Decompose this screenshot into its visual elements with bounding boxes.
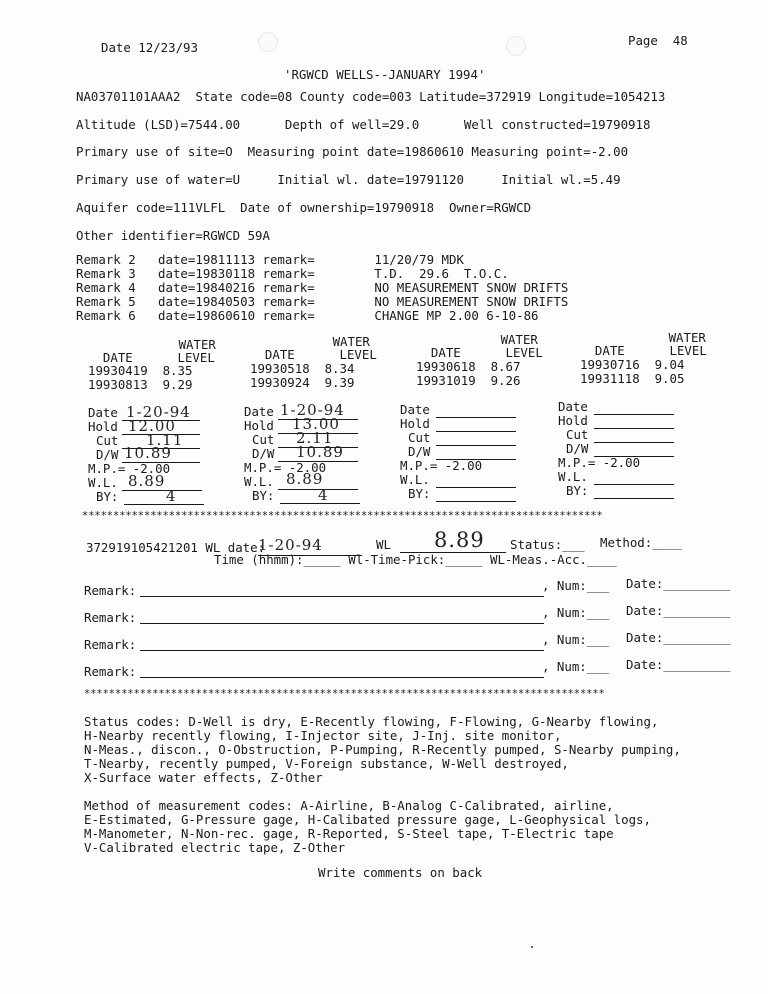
remark-field-line[interactable]: [140, 677, 544, 678]
measurement-by-label: BY:: [566, 483, 589, 498]
table-cell: 19931118 9.05: [580, 371, 685, 386]
handwritten-hold[interactable]: 13.00: [292, 415, 340, 433]
remark-num-field[interactable]: , Num:___: [542, 605, 610, 620]
method-codes-text: V-Calibrated electric tape, Z-Other: [84, 840, 346, 855]
remark-field-line[interactable]: [140, 650, 544, 651]
remark-label: Remark:: [84, 610, 137, 625]
remark-label: Remark:: [84, 664, 137, 679]
column-header-date-level: DATE LEVEL: [580, 343, 707, 358]
info-line-water-use: Primary use of water=U Initial wl. date=19791120 Initial wl.=5.49: [76, 172, 621, 187]
remark-label: Remark:: [84, 583, 137, 598]
handwritten-wl-date[interactable]: 1-20-94: [258, 536, 323, 554]
wl-field-line: [122, 490, 202, 491]
measurement-mp-label: M.P.= -2.00: [558, 455, 641, 470]
measurement-mp-label: M.P.= -2.00: [400, 458, 483, 473]
site-wl-date-label: 372919105421201 WL date:: [86, 540, 266, 555]
measurement-mp-label: M.P.= -2.00: [88, 461, 171, 476]
measurement-mp-label: M.P.= -2.00: [244, 460, 327, 475]
handwritten-date[interactable]: 1-20-94: [280, 401, 345, 419]
measurement-dw-label: D/W: [408, 444, 431, 459]
remark-entry: Remark 2 date=19811113 remark= 11/20/79 MDK: [76, 252, 464, 267]
measurement-dw-label: D/W: [96, 447, 119, 462]
measurement-cut-label: Cut: [252, 432, 275, 447]
remark-num-field[interactable]: , Num:___: [542, 659, 610, 674]
column-header-water: WATER: [104, 337, 216, 352]
remark-label: Remark:: [84, 637, 137, 652]
column-header-date-level: DATE LEVEL: [88, 350, 215, 365]
measurement-wl-label: W.L.: [558, 469, 588, 484]
status-codes-text: T-Nearby, recently pumped, V-Foreign substance, W-Well destroyed,: [84, 756, 569, 771]
status-field[interactable]: Status:___: [510, 537, 585, 552]
info-line-aquifer: Aquifer code=111VLFL Date of ownership=19790918 Owner=RGWCD: [76, 200, 532, 215]
footer-note: Write comments on back: [318, 865, 483, 880]
remark-num-field[interactable]: , Num:___: [542, 632, 610, 647]
remark-entry: Remark 5 date=19840503 remark= NO MEASUREMENT SNOW DRIFTS: [76, 294, 569, 309]
table-cell: 19930813 9.29: [88, 377, 193, 392]
measurement-dw-label: D/W: [566, 441, 589, 456]
wl-field-line[interactable]: [436, 487, 516, 488]
remark-date-field[interactable]: Date:_________: [626, 603, 731, 618]
measurement-by-label: BY:: [408, 486, 431, 501]
measurement-date-label: Date: [88, 405, 118, 420]
method-codes-text: M-Manometer, N-Non-rec. gage, R-Reported, S-Steel tape, T-Electric tape: [84, 826, 614, 841]
remark-date-field[interactable]: Date:_________: [626, 630, 731, 645]
punch-hole-right: [506, 36, 526, 56]
wl-field-line[interactable]: [594, 484, 674, 485]
stray-mark: [531, 946, 533, 948]
hold-field-line[interactable]: [594, 428, 674, 429]
remark-date-field[interactable]: Date:_________: [626, 576, 731, 591]
status-codes-text: N-Meas., discon., O-Obstruction, P-Pumping, R-Recently pumped, S-Nearby pumping,: [84, 742, 681, 757]
handwritten-wl[interactable]: 8.89: [128, 472, 166, 490]
measurement-wl-label: W.L.: [88, 475, 118, 490]
by-field-line: [124, 504, 204, 505]
date-field-line[interactable]: [594, 414, 674, 415]
measurement-by-label: BY:: [96, 489, 119, 504]
table-cell: 19930518 8.34: [250, 361, 355, 376]
measurement-hold-label: Hold: [558, 413, 588, 428]
remark-entry: Remark 3 date=19830118 remark= T.D. 29.6 T.O.C.: [76, 266, 509, 281]
measurement-cut-label: Cut: [96, 433, 119, 448]
measurement-dw-label: D/W: [252, 446, 275, 461]
table-cell: 19930924 9.39: [250, 375, 355, 390]
cut-field-line[interactable]: [594, 442, 674, 443]
measurement-wl-label: W.L.: [244, 474, 274, 489]
info-line-altitude: Altitude (LSD)=7544.00 Depth of well=29.0 Well constructed=19790918: [76, 117, 651, 132]
handwritten-initials[interactable]: 4: [166, 487, 177, 505]
remark-entry: Remark 6 date=19860610 remark= CHANGE MP 2.00 6-10-86: [76, 308, 539, 323]
measurement-hold-label: Hold: [244, 418, 274, 433]
measurement-hold-label: Hold: [88, 419, 118, 434]
page-number: Page 48: [628, 33, 688, 48]
status-codes-text: X-Surface water effects, Z-Other: [84, 770, 323, 785]
measurement-wl-label: W.L.: [400, 472, 430, 487]
measurement-date-label: Date: [558, 399, 588, 414]
column-header-water: WATER: [594, 330, 706, 345]
handwritten-dw[interactable]: 10.89: [124, 444, 172, 462]
info-line-other-id: Other identifier=RGWCD 59A: [76, 228, 270, 243]
wl-label: WL: [376, 537, 391, 552]
table-cell: 19930618 8.67: [416, 359, 521, 374]
handwritten-date[interactable]: 1-20-94: [126, 403, 191, 421]
handwritten-hold[interactable]: 12.00: [128, 417, 176, 435]
handwritten-initials[interactable]: 4: [318, 486, 329, 504]
remark-field-line[interactable]: [140, 596, 544, 597]
cut-field-line[interactable]: [436, 445, 516, 446]
date-field-line[interactable]: [436, 417, 516, 418]
status-codes-text: H-Nearby recently flowing, I-Injector site, J-Inj. site monitor,: [84, 728, 562, 743]
handwritten-cut[interactable]: 2.11: [296, 429, 334, 447]
table-cell: 19931019 9.26: [416, 373, 521, 388]
hold-field-line[interactable]: [436, 431, 516, 432]
measurement-date-label: Date: [244, 404, 274, 419]
time-pick-acc-line: Time (hhmm):_____ Wl-Time-Pick:_____ WL-Meas.-Acc.____: [214, 552, 617, 567]
by-field-line[interactable]: [594, 498, 674, 499]
status-codes-text: Status codes: D-Well is dry, E-Recently flowing, F-Flowing, G-Nearby flowing,: [84, 714, 659, 729]
handwritten-dw[interactable]: 10.89: [296, 443, 344, 461]
info-line-site-use: Primary use of site=O Measuring point date=19860610 Measuring point=-2.00: [76, 144, 629, 159]
table-cell: 19930419 8.35: [88, 363, 193, 378]
punch-hole-left: [258, 32, 278, 52]
measurement-cut-label: Cut: [566, 427, 589, 442]
remark-entry: Remark 4 date=19840216 remark= NO MEASUREMENT SNOW DRIFTS: [76, 280, 569, 295]
info-line-site-id: NA03701101AAA2 State code=08 County code=003 Latitude=372919 Longitude=1054213: [76, 89, 666, 104]
handwritten-wl[interactable]: 8.89: [434, 528, 485, 552]
measurement-date-label: Date: [400, 402, 430, 417]
handwritten-wl[interactable]: 8.89: [286, 470, 324, 488]
remark-field-line[interactable]: [140, 623, 544, 624]
remark-num-field[interactable]: , Num:___: [542, 578, 610, 593]
method-codes-text: E-Estimated, G-Pressure gage, H-Calibated pressure gage, L-Geophysical logs,: [84, 812, 651, 827]
method-field[interactable]: Method:____: [600, 535, 683, 550]
measurement-cut-label: Cut: [408, 430, 431, 445]
handwritten-cut[interactable]: 1.11: [146, 431, 184, 449]
asterisk-separator: ************************************************************************************: [82, 510, 603, 522]
report-title: 'RGWCD WELLS--JANUARY 1994': [284, 67, 486, 82]
report-date: Date 12/23/93: [101, 40, 198, 55]
measurement-by-label: BY:: [252, 488, 275, 503]
remark-date-field[interactable]: Date:_________: [626, 657, 731, 672]
asterisk-separator: ************************************************************************************: [84, 688, 605, 700]
method-codes-text: Method of measurement codes: A-Airline, B-Analog C-Calibrated, airline,: [84, 798, 614, 813]
measurement-hold-label: Hold: [400, 416, 430, 431]
column-header-water: WATER: [426, 332, 538, 347]
table-cell: 19930716 9.04: [580, 357, 685, 372]
by-field-line[interactable]: [436, 501, 516, 502]
column-header-water: WATER: [258, 334, 370, 349]
column-header-date-level: DATE LEVEL: [250, 347, 377, 362]
column-header-date-level: DATE LEVEL: [416, 345, 543, 360]
